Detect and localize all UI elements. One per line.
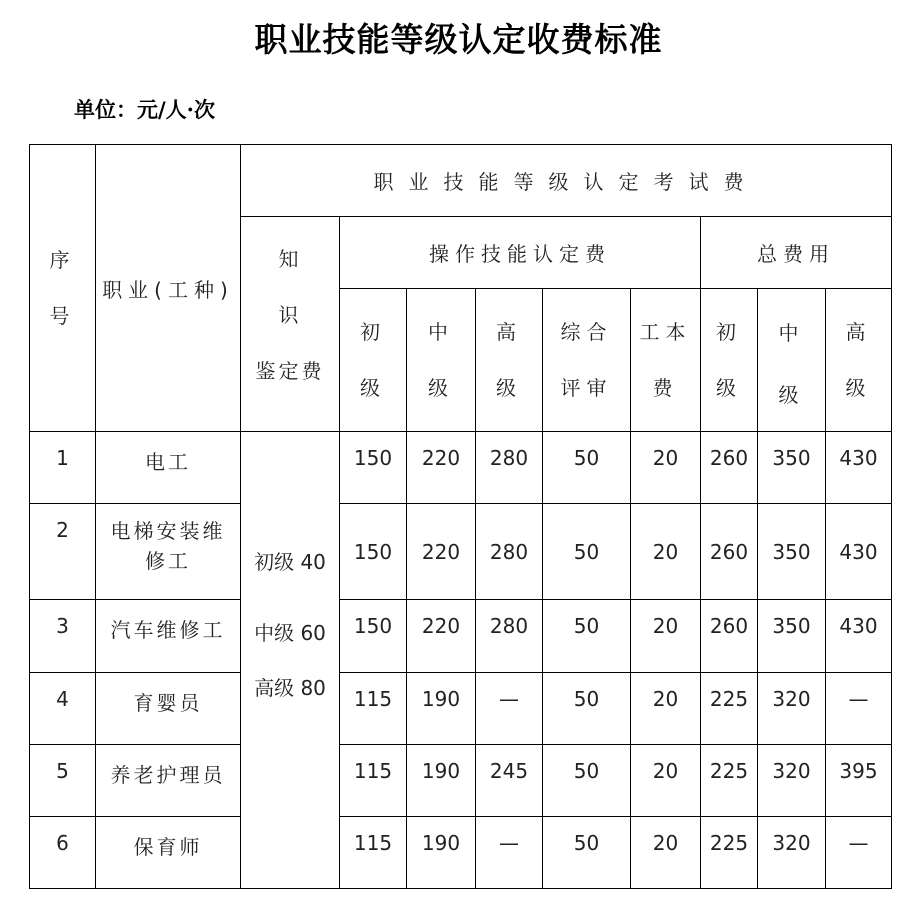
cell-review: 50 [543, 745, 631, 817]
cell-op-senior: 245 [476, 745, 543, 817]
cell-op-mid: 220 [407, 504, 476, 600]
cell-op-mid: 190 [407, 745, 476, 817]
header-total-senior: 高 级 [826, 289, 892, 432]
cell-total-senior: — [826, 817, 892, 889]
cell-total-junior: 260 [701, 432, 758, 504]
table-row [30, 432, 892, 504]
cell-op-mid: 190 [407, 673, 476, 745]
cell-total-senior: 395 [826, 745, 892, 817]
cell-total-senior: 430 [826, 600, 892, 673]
cell-op-junior: 115 [340, 745, 407, 817]
cell-op-mid: 190 [407, 817, 476, 889]
cell-total-mid: 350 [758, 504, 826, 600]
header-op-senior: 高 级 [476, 289, 543, 432]
cell-total-mid: 320 [758, 817, 826, 889]
table-row [30, 673, 892, 745]
cell-op-senior: 280 [476, 504, 543, 600]
header-op-junior: 初 级 [340, 289, 407, 432]
cell-op-mid: 220 [407, 600, 476, 673]
table-row [30, 504, 892, 600]
cell-seq: 1 [30, 432, 96, 504]
cell-seq: 2 [30, 504, 96, 600]
cell-seq: 3 [30, 600, 96, 673]
cell-total-mid: 320 [758, 673, 826, 745]
cell-occupation: 保育师 [96, 817, 241, 889]
cell-seq: 6 [30, 817, 96, 889]
table-row [30, 600, 892, 673]
fee-table [29, 144, 892, 889]
cell-total-mid: 350 [758, 600, 826, 673]
cell-occupation: 育婴员 [96, 673, 241, 745]
cell-cost: 20 [631, 504, 701, 600]
cell-cost: 20 [631, 673, 701, 745]
header-operation-fee: 操作技能认定费 [340, 217, 701, 289]
cell-op-senior: 280 [476, 600, 543, 673]
cell-total-junior: 225 [701, 745, 758, 817]
cell-total-senior: — [826, 673, 892, 745]
cell-cost: 20 [631, 432, 701, 504]
header-total-mid: 中 级 [758, 289, 826, 432]
cell-seq: 4 [30, 673, 96, 745]
cell-occupation: 汽车维修工 [96, 600, 241, 673]
cell-op-junior: 150 [340, 600, 407, 673]
cell-total-mid: 350 [758, 432, 826, 504]
header-exam-fee: 职业技能等级认定考试费 [241, 145, 892, 217]
cell-seq: 5 [30, 745, 96, 817]
cell-occupation: 养老护理员 [96, 745, 241, 817]
cell-op-senior: — [476, 673, 543, 745]
cell-cost: 20 [631, 817, 701, 889]
cell-op-junior: 150 [340, 432, 407, 504]
cell-total-senior: 430 [826, 504, 892, 600]
header-seq: 序 号 [30, 145, 96, 432]
cell-total-senior: 430 [826, 432, 892, 504]
cell-total-junior: 225 [701, 817, 758, 889]
cell-occupation: 电梯安装维修工 [96, 504, 241, 600]
cell-op-senior: 280 [476, 432, 543, 504]
header-knowledge-fee: 知 识 鉴定费 [241, 217, 340, 432]
cell-cost: 20 [631, 745, 701, 817]
cell-op-mid: 220 [407, 432, 476, 504]
header-total-junior: 初 级 [701, 289, 758, 432]
unit-label: 单位：元/人·次 [74, 97, 215, 122]
cell-cost: 20 [631, 600, 701, 673]
document-title: 职业技能等级认定收费标准 [254, 20, 663, 59]
cell-op-junior: 115 [340, 673, 407, 745]
table-row [30, 817, 892, 889]
cell-total-mid: 320 [758, 745, 826, 817]
header-row-1 [30, 145, 892, 217]
cell-op-junior: 115 [340, 817, 407, 889]
header-review: 综合 评审 [543, 289, 631, 432]
cell-total-junior: 260 [701, 504, 758, 600]
cell-op-senior: — [476, 817, 543, 889]
header-op-mid: 中 级 [407, 289, 476, 432]
header-occupation: 职业(工种) [96, 145, 241, 432]
cell-occupation: 电工 [96, 432, 241, 504]
cell-op-junior: 150 [340, 504, 407, 600]
table-row [30, 745, 892, 817]
cell-review: 50 [543, 600, 631, 673]
cell-knowledge-fee: 初级 40 中级 60 高级 80 [241, 432, 340, 889]
header-cost: 工本 费 [631, 289, 701, 432]
cell-total-junior: 225 [701, 673, 758, 745]
cell-review: 50 [543, 504, 631, 600]
cell-review: 50 [543, 432, 631, 504]
header-total-fee: 总费用 [701, 217, 892, 289]
cell-total-junior: 260 [701, 600, 758, 673]
cell-review: 50 [543, 673, 631, 745]
cell-review: 50 [543, 817, 631, 889]
